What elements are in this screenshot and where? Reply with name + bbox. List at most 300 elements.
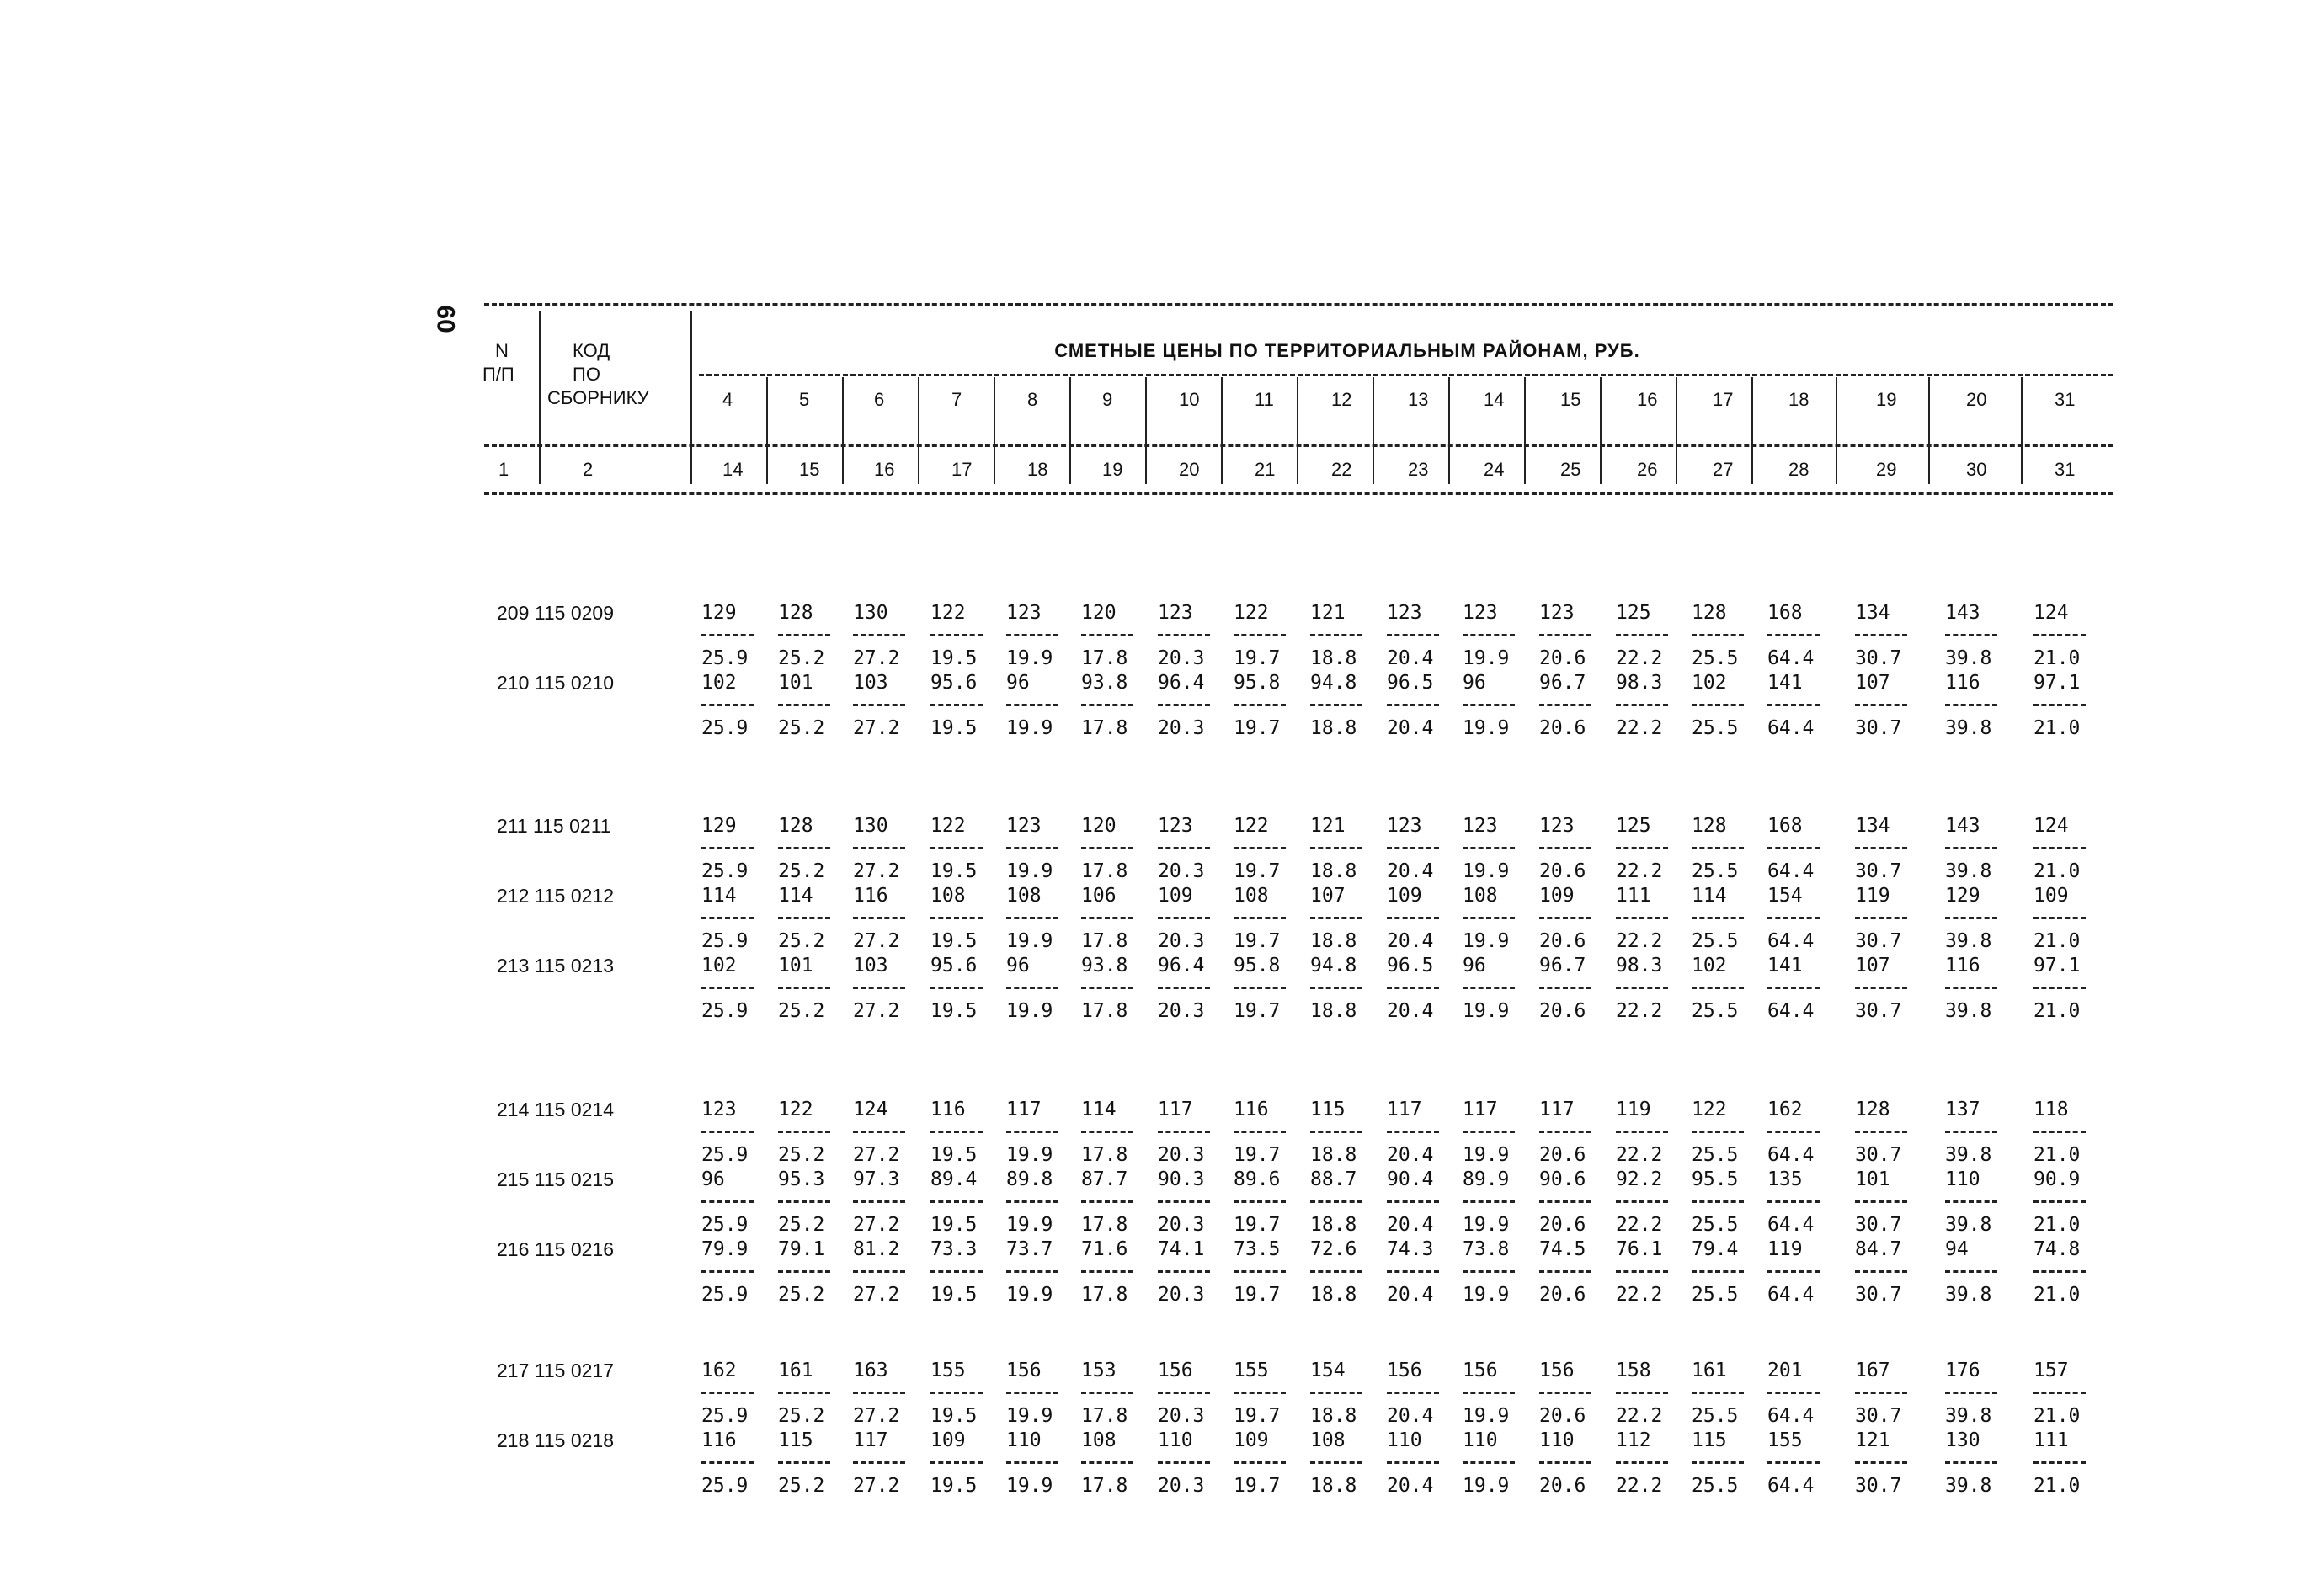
fraction-dash xyxy=(1081,917,1133,919)
price-value: 108 xyxy=(1463,885,1498,907)
denominator-value: 18.8 xyxy=(1310,1214,1357,1236)
fraction-dash xyxy=(778,1392,830,1394)
price-value: 117 xyxy=(1539,1099,1575,1120)
price-value: 176 xyxy=(1945,1360,1980,1381)
fraction-dash xyxy=(1006,917,1058,919)
denominator-value: 19.9 xyxy=(1463,930,1510,952)
fraction-dash xyxy=(1616,917,1668,919)
fraction-dash xyxy=(1539,847,1591,849)
price-value: 119 xyxy=(1767,1238,1803,1260)
denominator-value: 64.4 xyxy=(1767,717,1815,739)
denominator-value: 19.9 xyxy=(1006,1475,1053,1497)
fraction-dash xyxy=(1081,1131,1133,1133)
fraction-dash xyxy=(930,1270,983,1273)
denominator-value: 19.7 xyxy=(1234,930,1281,952)
row-label: 211 115 0211 xyxy=(497,815,611,837)
row-label: 214 115 0214 xyxy=(497,1099,614,1120)
denominator-value: 20.3 xyxy=(1158,930,1205,952)
price-value: 155 xyxy=(1234,1360,1269,1381)
price-value: 201 xyxy=(1767,1360,1803,1381)
fraction-dash xyxy=(1692,634,1744,636)
price-value: 128 xyxy=(778,602,813,624)
price-value: 124 xyxy=(2034,815,2069,837)
price-value: 115 xyxy=(778,1429,813,1451)
fraction-dash xyxy=(853,1461,905,1464)
price-value: 89.4 xyxy=(930,1168,978,1190)
price-value: 108 xyxy=(1310,1429,1346,1451)
fraction-dash xyxy=(1692,1200,1744,1203)
fraction-dash xyxy=(1616,634,1668,636)
price-value: 117 xyxy=(1158,1099,1193,1120)
fraction-dash xyxy=(1158,1461,1210,1464)
fraction-dash xyxy=(930,704,983,706)
district-number: 13 xyxy=(1408,389,1429,410)
denominator-value: 30.7 xyxy=(1855,717,1902,739)
price-value: 95.6 xyxy=(930,955,978,977)
price-value: 74.8 xyxy=(2034,1238,2081,1260)
col-pp-label: П/П xyxy=(482,364,514,385)
price-value: 135 xyxy=(1767,1168,1803,1190)
denominator-value: 20.6 xyxy=(1539,1475,1586,1497)
fraction-dash xyxy=(778,1131,830,1133)
fraction-dash xyxy=(2034,1270,2086,1273)
price-value: 117 xyxy=(1387,1099,1422,1120)
fraction-dash xyxy=(853,847,905,849)
price-value: 129 xyxy=(701,602,737,624)
price-value: 122 xyxy=(930,815,966,837)
fraction-dash xyxy=(1945,704,1997,706)
price-value: 162 xyxy=(701,1360,737,1381)
denominator-value: 19.7 xyxy=(1234,860,1281,882)
denominator-value: 20.4 xyxy=(1387,1475,1434,1497)
fraction-dash xyxy=(930,1461,983,1464)
fraction-dash xyxy=(1081,847,1133,849)
fraction-dash xyxy=(1539,1131,1591,1133)
fraction-dash xyxy=(1310,634,1362,636)
fraction-dash xyxy=(1539,1270,1591,1273)
row-label: 213 115 0213 xyxy=(497,955,614,977)
denominator-value: 64.4 xyxy=(1767,1475,1815,1497)
denominator-value: 64.4 xyxy=(1767,1405,1815,1427)
fraction-dash xyxy=(1855,634,1907,636)
denominator-value: 20.4 xyxy=(1387,1000,1434,1022)
price-value: 114 xyxy=(778,885,813,907)
fraction-dash xyxy=(1616,1131,1668,1133)
fraction-dash xyxy=(1158,1270,1210,1273)
price-value: 109 xyxy=(1539,885,1575,907)
denominator-value: 20.4 xyxy=(1387,1144,1434,1166)
price-value: 118 xyxy=(2034,1099,2069,1120)
denominator-value: 20.4 xyxy=(1387,717,1434,739)
price-value: 116 xyxy=(1945,672,1980,694)
fraction-dash xyxy=(1158,917,1210,919)
denominator-value: 20.3 xyxy=(1158,1405,1205,1427)
fraction-dash xyxy=(1387,704,1439,706)
denominator-value: 27.2 xyxy=(853,1214,900,1236)
price-value: 110 xyxy=(1006,1429,1042,1451)
fraction-dash xyxy=(1310,1200,1362,1203)
price-value: 153 xyxy=(1081,1360,1117,1381)
price-value: 123 xyxy=(1006,602,1042,624)
fraction-dash xyxy=(701,704,754,706)
column-divider xyxy=(1448,377,1450,484)
district-number: 14 xyxy=(1484,389,1505,410)
column-divider xyxy=(766,377,768,484)
district-number: 18 xyxy=(1788,389,1810,410)
column-number: 29 xyxy=(1876,459,1897,480)
column-divider xyxy=(1297,377,1298,484)
column-number: 19 xyxy=(1102,459,1123,480)
fraction-dash xyxy=(1310,1461,1362,1464)
fraction-dash xyxy=(1158,1131,1210,1133)
column-divider xyxy=(1524,377,1526,484)
price-value: 96.4 xyxy=(1158,672,1205,694)
denominator-value: 18.8 xyxy=(1310,717,1357,739)
district-number: 20 xyxy=(1966,389,1987,410)
denominator-value: 18.8 xyxy=(1310,1144,1357,1166)
price-value: 115 xyxy=(1310,1099,1346,1120)
fraction-dash xyxy=(1945,1270,1997,1273)
denominator-value: 21.0 xyxy=(2034,930,2081,952)
fraction-dash xyxy=(1616,1200,1668,1203)
denominator-value: 25.5 xyxy=(1692,930,1739,952)
fraction-dash xyxy=(1387,1270,1439,1273)
price-value: 114 xyxy=(1692,885,1727,907)
fraction-dash xyxy=(1463,704,1515,706)
denominator-value: 19.9 xyxy=(1463,1284,1510,1306)
denominator-value: 30.7 xyxy=(1855,1144,1902,1166)
denominator-value: 64.4 xyxy=(1767,1000,1815,1022)
denominator-value: 30.7 xyxy=(1855,1405,1902,1427)
price-value: 123 xyxy=(701,1099,737,1120)
fraction-dash xyxy=(1387,1200,1439,1203)
fraction-dash xyxy=(778,1270,830,1273)
price-value: 111 xyxy=(2034,1429,2069,1451)
price-value: 161 xyxy=(778,1360,813,1381)
fraction-dash xyxy=(1006,987,1058,989)
price-value: 93.8 xyxy=(1081,955,1128,977)
denominator-value: 18.8 xyxy=(1310,930,1357,952)
denominator-value: 25.2 xyxy=(778,1000,825,1022)
column-number: 2 xyxy=(583,459,594,480)
denominator-value: 19.7 xyxy=(1234,1405,1281,1427)
fraction-dash xyxy=(930,1131,983,1133)
price-value: 97.1 xyxy=(2034,955,2081,977)
price-value: 94 xyxy=(1945,1238,1969,1260)
denominator-value: 22.2 xyxy=(1616,860,1663,882)
denominator-value: 64.4 xyxy=(1767,1284,1815,1306)
price-value: 121 xyxy=(1855,1429,1890,1451)
denominator-value: 17.8 xyxy=(1081,647,1128,669)
district-number: 9 xyxy=(1102,389,1113,410)
fraction-dash xyxy=(1387,634,1439,636)
denominator-value: 64.4 xyxy=(1767,1214,1815,1236)
denominator-value: 25.2 xyxy=(778,860,825,882)
col-code-label: КОД xyxy=(573,340,610,361)
price-value: 96 xyxy=(1463,955,1486,977)
denominator-value: 39.8 xyxy=(1945,930,1992,952)
price-value: 114 xyxy=(701,885,737,907)
price-value: 129 xyxy=(1945,885,1980,907)
denominator-value: 25.2 xyxy=(778,647,825,669)
denominator-value: 18.8 xyxy=(1310,1284,1357,1306)
fraction-dash xyxy=(1387,917,1439,919)
table-title: СМЕТНЫЕ ЦЕНЫ ПО ТЕРРИТОРИАЛЬНЫМ РАЙОНАМ, РУБ. xyxy=(1054,340,1640,361)
denominator-value: 25.5 xyxy=(1692,860,1739,882)
fraction-dash xyxy=(1463,987,1515,989)
denominator-value: 27.2 xyxy=(853,647,900,669)
price-value: 92.2 xyxy=(1616,1168,1663,1190)
fraction-dash xyxy=(853,987,905,989)
denominator-value: 20.3 xyxy=(1158,717,1205,739)
denominator-value: 25.5 xyxy=(1692,1284,1739,1306)
denominator-value: 21.0 xyxy=(2034,1284,2081,1306)
column-divider xyxy=(1373,377,1374,484)
price-value: 121 xyxy=(1310,602,1346,624)
price-value: 89.8 xyxy=(1006,1168,1053,1190)
denominator-value: 19.7 xyxy=(1234,647,1281,669)
fraction-dash xyxy=(1158,1200,1210,1203)
district-number: 17 xyxy=(1713,389,1734,410)
price-value: 103 xyxy=(853,672,888,694)
denominator-value: 17.8 xyxy=(1081,1405,1128,1427)
fraction-dash xyxy=(1463,1392,1515,1394)
fraction-dash xyxy=(1234,917,1286,919)
fraction-dash xyxy=(701,1461,754,1464)
price-value: 95.6 xyxy=(930,672,978,694)
fraction-dash xyxy=(1539,1461,1591,1464)
fraction-dash xyxy=(1006,1270,1058,1273)
price-value: 73.8 xyxy=(1463,1238,1510,1260)
district-number: 5 xyxy=(799,389,810,410)
column-number: 21 xyxy=(1255,459,1276,480)
denominator-value: 22.2 xyxy=(1616,1000,1663,1022)
row-label: 215 115 0215 xyxy=(497,1168,614,1190)
fraction-dash xyxy=(2034,1461,2086,1464)
denominator-value: 19.9 xyxy=(1463,1000,1510,1022)
fraction-dash xyxy=(1692,987,1744,989)
denominator-value: 21.0 xyxy=(2034,647,2081,669)
price-value: 76.1 xyxy=(1616,1238,1663,1260)
fraction-dash xyxy=(1539,987,1591,989)
fraction-dash xyxy=(1463,634,1515,636)
fraction-dash xyxy=(1387,1461,1439,1464)
fraction-dash xyxy=(853,1200,905,1203)
fraction-dash xyxy=(1463,1131,1515,1133)
fraction-dash xyxy=(1855,917,1907,919)
denominator-value: 30.7 xyxy=(1855,1284,1902,1306)
district-number: 11 xyxy=(1255,389,1274,410)
price-value: 117 xyxy=(1006,1099,1042,1120)
fraction-dash xyxy=(1310,704,1362,706)
denominator-value: 19.9 xyxy=(1006,647,1053,669)
column-divider xyxy=(1600,377,1602,484)
price-value: 110 xyxy=(1158,1429,1193,1451)
denominator-value: 20.4 xyxy=(1387,1405,1434,1427)
price-value: 110 xyxy=(1945,1168,1980,1190)
fraction-dash xyxy=(1692,1131,1744,1133)
denominator-value: 18.8 xyxy=(1310,1475,1357,1497)
fraction-dash xyxy=(1158,987,1210,989)
column-number: 18 xyxy=(1027,459,1048,480)
fraction-dash xyxy=(1234,987,1286,989)
price-value: 98.3 xyxy=(1616,672,1663,694)
denominator-value: 64.4 xyxy=(1767,1144,1815,1166)
price-value: 167 xyxy=(1855,1360,1890,1381)
price-value: 168 xyxy=(1767,602,1803,624)
denominator-value: 19.5 xyxy=(930,1144,978,1166)
denominator-value: 19.9 xyxy=(1463,1405,1510,1427)
denominator-value: 27.2 xyxy=(853,1144,900,1166)
price-value: 128 xyxy=(778,815,813,837)
price-value: 110 xyxy=(1463,1429,1498,1451)
denominator-value: 39.8 xyxy=(1945,1144,1992,1166)
price-value: 162 xyxy=(1767,1099,1803,1120)
denominator-value: 21.0 xyxy=(2034,860,2081,882)
column-number: 1 xyxy=(498,459,509,480)
price-value: 128 xyxy=(1855,1099,1890,1120)
fraction-dash xyxy=(1539,1200,1591,1203)
row-label: 218 115 0218 xyxy=(497,1429,614,1451)
fraction-dash xyxy=(1945,634,1997,636)
denominator-value: 25.5 xyxy=(1692,1405,1739,1427)
denominator-value: 30.7 xyxy=(1855,647,1902,669)
price-value: 109 xyxy=(930,1429,966,1451)
denominator-value: 39.8 xyxy=(1945,1475,1992,1497)
price-value: 143 xyxy=(1945,602,1980,624)
price-value: 114 xyxy=(1081,1099,1117,1120)
price-value: 155 xyxy=(1767,1429,1803,1451)
price-value: 107 xyxy=(1855,672,1890,694)
fraction-dash xyxy=(1081,1392,1133,1394)
fraction-dash xyxy=(1616,847,1668,849)
fraction-dash xyxy=(930,847,983,849)
fraction-dash xyxy=(1539,634,1591,636)
denominator-value: 18.8 xyxy=(1310,647,1357,669)
denominator-value: 25.9 xyxy=(701,1475,749,1497)
fraction-dash xyxy=(1855,1270,1907,1273)
denominator-value: 20.6 xyxy=(1539,860,1586,882)
price-value: 156 xyxy=(1006,1360,1042,1381)
denominator-value: 64.4 xyxy=(1767,647,1815,669)
denominator-value: 19.9 xyxy=(1006,1405,1053,1427)
fraction-dash xyxy=(1081,1200,1133,1203)
denominator-value: 39.8 xyxy=(1945,1214,1992,1236)
price-value: 123 xyxy=(1539,815,1575,837)
district-number: 31 xyxy=(2055,389,2076,410)
row-label: 209 115 0209 xyxy=(497,602,614,624)
denominator-value: 19.5 xyxy=(930,647,978,669)
price-value: 90.3 xyxy=(1158,1168,1205,1190)
fraction-dash xyxy=(853,704,905,706)
denominator-value: 19.5 xyxy=(930,1214,978,1236)
header-sep-rule xyxy=(484,444,2113,447)
price-value: 108 xyxy=(1006,885,1042,907)
price-value: 73.7 xyxy=(1006,1238,1053,1260)
price-value: 123 xyxy=(1006,815,1042,837)
fraction-dash xyxy=(1310,917,1362,919)
price-value: 108 xyxy=(1081,1429,1117,1451)
denominator-value: 27.2 xyxy=(853,930,900,952)
price-value: 130 xyxy=(853,815,888,837)
price-value: 141 xyxy=(1767,955,1803,977)
price-value: 95.3 xyxy=(778,1168,825,1190)
price-value: 102 xyxy=(1692,672,1727,694)
fraction-dash xyxy=(1855,704,1907,706)
denominator-value: 18.8 xyxy=(1310,1000,1357,1022)
denominator-value: 20.3 xyxy=(1158,1214,1205,1236)
price-value: 156 xyxy=(1158,1360,1193,1381)
column-number: 27 xyxy=(1713,459,1734,480)
denominator-value: 25.2 xyxy=(778,1475,825,1497)
fraction-dash xyxy=(1081,1270,1133,1273)
denominator-value: 25.9 xyxy=(701,1284,749,1306)
fraction-dash xyxy=(1692,847,1744,849)
fraction-dash xyxy=(1006,847,1058,849)
price-value: 116 xyxy=(1945,955,1980,977)
price-value: 111 xyxy=(1616,885,1651,907)
denominator-value: 20.4 xyxy=(1387,930,1434,952)
column-number: 31 xyxy=(2055,459,2076,480)
fraction-dash xyxy=(1310,1392,1362,1394)
price-value: 122 xyxy=(930,602,966,624)
fraction-dash xyxy=(1463,1200,1515,1203)
denominator-value: 19.5 xyxy=(930,860,978,882)
fraction-dash xyxy=(778,987,830,989)
price-value: 116 xyxy=(1234,1099,1269,1120)
denominator-value: 19.5 xyxy=(930,930,978,952)
price-value: 107 xyxy=(1310,885,1346,907)
fraction-dash xyxy=(1234,1392,1286,1394)
denominator-value: 19.9 xyxy=(1006,717,1053,739)
price-value: 119 xyxy=(1855,885,1890,907)
price-value: 102 xyxy=(701,955,737,977)
price-value: 102 xyxy=(1692,955,1727,977)
price-value: 107 xyxy=(1855,955,1890,977)
fraction-dash xyxy=(778,1200,830,1203)
fraction-dash xyxy=(1006,1461,1058,1464)
denominator-value: 19.9 xyxy=(1463,1214,1510,1236)
price-value: 134 xyxy=(1855,815,1890,837)
denominator-value: 20.6 xyxy=(1539,1144,1586,1166)
price-value: 108 xyxy=(930,885,966,907)
denominator-value: 25.9 xyxy=(701,647,749,669)
price-value: 95.8 xyxy=(1234,672,1281,694)
denominator-value: 64.4 xyxy=(1767,860,1815,882)
fraction-dash xyxy=(853,634,905,636)
denominator-value: 21.0 xyxy=(2034,1000,2081,1022)
fraction-dash xyxy=(1463,917,1515,919)
denominator-value: 20.3 xyxy=(1158,1144,1205,1166)
fraction-dash xyxy=(1387,987,1439,989)
price-value: 156 xyxy=(1463,1360,1498,1381)
denominator-value: 17.8 xyxy=(1081,860,1128,882)
denominator-value: 25.2 xyxy=(778,1144,825,1166)
price-value: 101 xyxy=(778,955,813,977)
fraction-dash xyxy=(1855,847,1907,849)
price-value: 90.4 xyxy=(1387,1168,1434,1190)
price-value: 120 xyxy=(1081,602,1117,624)
denominator-value: 22.2 xyxy=(1616,930,1663,952)
fraction-dash xyxy=(2034,704,2086,706)
fraction-dash xyxy=(1234,1131,1286,1133)
district-number: 10 xyxy=(1179,389,1200,410)
fraction-dash xyxy=(1767,1270,1820,1273)
fraction-dash xyxy=(1310,1131,1362,1133)
fraction-dash xyxy=(701,1392,754,1394)
denominator-value: 17.8 xyxy=(1081,1284,1128,1306)
fraction-dash xyxy=(701,1131,754,1133)
